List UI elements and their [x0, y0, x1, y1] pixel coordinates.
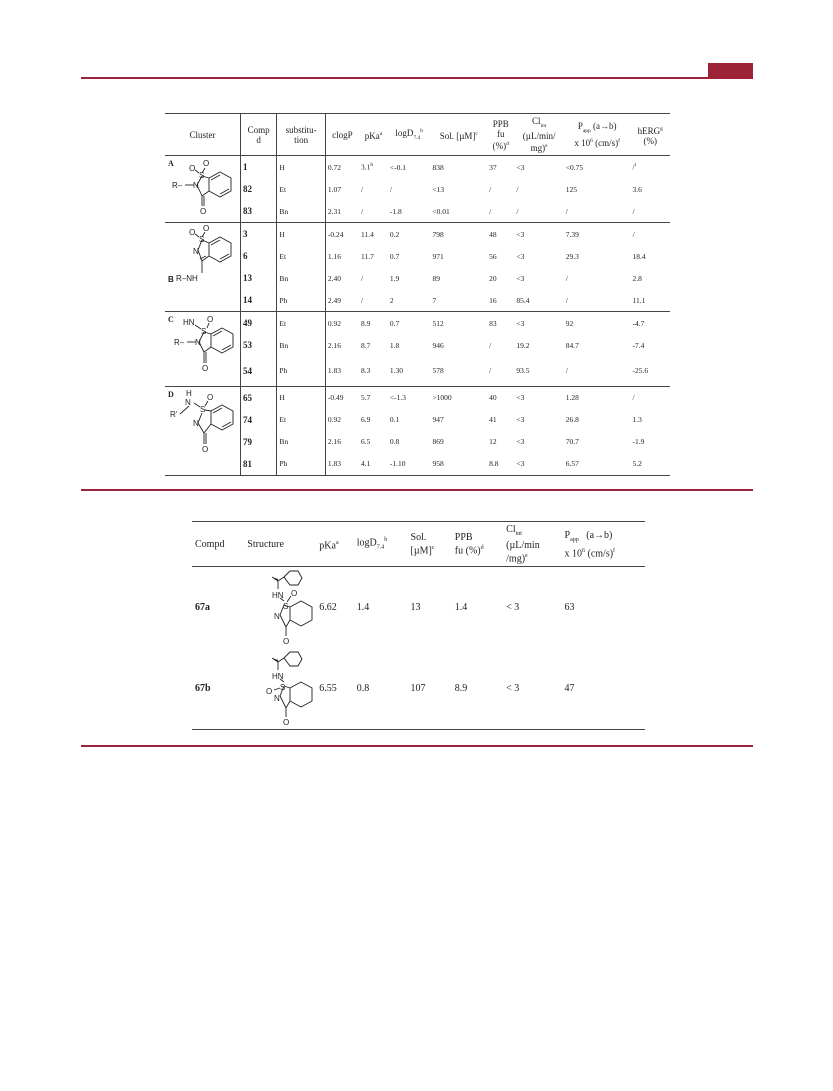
compd-id: 82: [241, 178, 277, 200]
clint: <3: [516, 318, 525, 328]
table1-header-row: [165, 114, 670, 156]
clogp: -0.49: [325, 386, 359, 409]
compd-id: 79: [241, 431, 277, 453]
atom-s: S: [199, 235, 205, 244]
papp: 125: [565, 184, 578, 194]
logd: -1.10: [389, 459, 406, 468]
subst: Ph: [277, 356, 325, 386]
logd: <-1.3: [389, 393, 406, 402]
top-rule: [81, 77, 753, 79]
clint: <3: [516, 393, 525, 402]
subst: H: [277, 386, 325, 409]
ppb: /: [489, 366, 492, 376]
atom-rnh: R–NH: [176, 274, 198, 283]
property-table-enantiomers: [192, 521, 645, 730]
th-clint: $Cl_{int}$ (µL/min /mg)$^e$: [506, 524, 540, 565]
ppb: 20: [489, 273, 497, 283]
table-row: [165, 431, 670, 453]
atom-s: S: [199, 171, 205, 180]
cluster-label: A: [168, 159, 174, 168]
atom-o: O: [202, 364, 209, 373]
pka: 6.5: [361, 437, 371, 446]
ppb: 8.9: [454, 683, 468, 695]
atom-n: N: [195, 338, 201, 347]
th-papp: $P_{app}$ (a→b) x $10^6$ $(cm/s)^f$: [564, 529, 616, 559]
subst: Bn: [277, 200, 325, 223]
compd-id: 53: [241, 334, 277, 356]
compd-id: 67a: [195, 602, 210, 614]
cluster-d-cell: [165, 386, 241, 475]
papp: 26.8: [565, 415, 579, 424]
clint: <3: [516, 459, 525, 468]
atom-n: N: [274, 694, 281, 704]
subst: Bn: [277, 267, 325, 289]
herg: -1.9: [632, 437, 645, 446]
logd: 0.7: [389, 318, 400, 328]
cluster-b-cell: [165, 223, 241, 312]
sol: 869: [432, 437, 444, 446]
th-logd: logD$_{7.4}^b$: [356, 537, 388, 551]
atom-o: O: [189, 164, 196, 173]
pka: 6.62: [319, 602, 337, 614]
papp: 1.28: [565, 393, 579, 402]
atom-n: N: [193, 181, 199, 190]
atom-r: R–: [172, 181, 183, 190]
clogp: 0.72: [325, 156, 359, 179]
cluster-c-structure: [165, 312, 240, 378]
th-ppb: PPB fu (%)$^d$: [454, 532, 484, 557]
clogp: 1.16: [325, 245, 359, 267]
sol: 947: [432, 415, 444, 424]
th-papp: $P_{app}$ (a→b) x $10^6$ $(cm/s)^f$: [574, 121, 620, 148]
clint: 93.5: [516, 366, 530, 376]
ppb: 16: [489, 295, 497, 305]
clint: <3: [516, 251, 525, 261]
ppb: 12: [489, 437, 497, 446]
clogp: 0.92: [325, 312, 359, 335]
atom-o: O: [291, 589, 298, 599]
atom-o: O: [266, 687, 273, 697]
ppb: 48: [489, 229, 497, 239]
clogp: 0.92: [325, 409, 359, 431]
logd: 1.4: [356, 602, 370, 614]
pka: 6.55: [319, 683, 337, 695]
atom-n: N: [193, 418, 199, 428]
herg: /$^i$: [632, 162, 637, 172]
ppb: 56: [489, 251, 497, 261]
cluster-c-group: [165, 312, 670, 387]
logd: -1.8: [389, 206, 402, 216]
table-row: [192, 567, 645, 649]
atom-o: O: [189, 228, 196, 237]
clogp: 1.07: [325, 178, 359, 200]
ppb: 37: [489, 162, 497, 172]
pka: 11.7: [361, 251, 374, 261]
compd-id: 1: [241, 156, 277, 179]
atom-n: N: [193, 247, 199, 256]
subst: Et: [277, 245, 325, 267]
atom-s: S: [200, 404, 206, 414]
compd-id: 49: [241, 312, 277, 335]
th-logd: logD$_{7.4}^b$: [395, 128, 423, 141]
clint: <3: [516, 162, 525, 172]
clint: <3: [516, 437, 525, 446]
th-cluster: Cluster: [189, 129, 216, 140]
atom-n: N: [274, 612, 281, 622]
sol: <0.01: [432, 206, 450, 216]
cluster-c-cell: [165, 312, 241, 387]
papp: 70.7: [565, 437, 579, 446]
herg: 1.3: [632, 415, 642, 424]
herg: 11.1: [632, 295, 646, 305]
cluster-b-structure: [165, 223, 240, 311]
clint: <3: [516, 415, 525, 424]
atom-r-prime: R': [170, 409, 178, 419]
atom-h: H: [186, 388, 192, 398]
ppb: 40: [489, 393, 497, 402]
table-row: [165, 312, 670, 335]
logd: <-0.1: [389, 162, 406, 172]
papp: /: [565, 206, 568, 216]
th-clogp: clogP: [325, 114, 359, 156]
herg: /: [632, 393, 635, 402]
logd: 0.8: [389, 437, 400, 446]
table-row: [165, 178, 670, 200]
ppb: 83: [489, 318, 497, 328]
table-row: [165, 223, 670, 246]
clint: 85.4: [516, 295, 530, 305]
compound-67b-structure: [244, 648, 316, 726]
papp: /: [565, 366, 568, 376]
papp: 6.57: [565, 459, 579, 468]
cluster-b-group: [165, 223, 670, 312]
pka: 8.3: [361, 366, 371, 376]
clint: /: [516, 206, 519, 216]
compd-id: 83: [241, 200, 277, 223]
ppb: 8.8: [489, 459, 499, 468]
pka: /: [361, 273, 364, 283]
sol: 798: [432, 229, 444, 239]
subst: Ph: [277, 453, 325, 476]
atom-s: S: [283, 602, 289, 612]
clint: < 3: [506, 602, 520, 614]
table2-body: [192, 567, 645, 730]
th-clint: $Cl_{int}$ (µL/min/ mg)$^e$: [522, 116, 556, 153]
logd: 1.8: [389, 340, 400, 350]
sol: 971: [432, 251, 444, 261]
atom-o: O: [203, 224, 210, 233]
th-pka: pKa$^a$: [319, 539, 339, 551]
sol: 512: [432, 318, 444, 328]
compd-id: 81: [241, 453, 277, 476]
subst: Bn: [277, 431, 325, 453]
sol: 7: [432, 295, 437, 305]
ppb: 41: [489, 415, 497, 424]
papp: 63: [564, 602, 575, 614]
subst: H: [277, 156, 325, 179]
subst: Et: [277, 312, 325, 335]
logd: 0.8: [356, 683, 370, 695]
cluster-label: D: [168, 389, 174, 399]
cluster-a-cell: [165, 156, 241, 223]
clogp: 2.49: [325, 289, 359, 312]
table-row: [165, 453, 670, 476]
cluster-a-group: [165, 156, 670, 223]
compd-id: 14: [241, 289, 277, 312]
th-compd: Compd: [195, 538, 225, 550]
structure-cell: [244, 567, 316, 649]
th-sol: Sol. $[\mu M]^c$: [439, 130, 478, 141]
pka: 8.9: [361, 318, 371, 328]
papp: 29.3: [565, 251, 579, 261]
pka: 5.7: [361, 393, 371, 402]
herg: 5.2: [632, 459, 642, 468]
herg: -25.6: [632, 366, 649, 376]
herg: /: [632, 229, 635, 239]
logd: 0.2: [389, 229, 400, 239]
cluster-label: B: [168, 275, 174, 284]
subst: Ph: [277, 289, 325, 312]
pka: 11.4: [361, 229, 374, 239]
table-row: [165, 356, 670, 386]
table-row: [165, 245, 670, 267]
atom-o: O: [200, 207, 207, 216]
atom-o: O: [207, 315, 214, 324]
table-row: [192, 648, 645, 730]
ppb: /: [489, 206, 492, 216]
property-table-clusters: [165, 113, 670, 476]
sol: 107: [410, 683, 426, 695]
atom-o: O: [207, 392, 214, 402]
clogp: 2.16: [325, 431, 359, 453]
atom-hn: HN: [272, 591, 284, 601]
clint: <3: [516, 229, 525, 239]
compd-id: 74: [241, 409, 277, 431]
herg: 18.4: [632, 251, 646, 261]
logd: 1.9: [389, 273, 400, 283]
clint: /: [516, 184, 519, 194]
atom-hn: HN: [272, 672, 284, 682]
atom-o: O: [283, 637, 290, 646]
pka: /: [361, 184, 364, 194]
clogp: 2.40: [325, 267, 359, 289]
table-row: [165, 409, 670, 431]
clint: <3: [516, 273, 525, 283]
papp: 47: [564, 683, 575, 695]
logd: 1.30: [389, 366, 403, 376]
clogp: 1.83: [325, 356, 359, 386]
clogp: 2.16: [325, 334, 359, 356]
bottom-rule: [81, 745, 753, 747]
sol: 89: [432, 273, 440, 283]
herg: 2.8: [632, 273, 642, 283]
herg: 3.6: [632, 184, 642, 194]
table-row: [165, 200, 670, 223]
logd: 2: [389, 295, 394, 305]
middle-rule: [81, 489, 753, 491]
clogp: -0.24: [325, 223, 359, 246]
subst: Et: [277, 409, 325, 431]
clint: 19.2: [516, 340, 530, 350]
clint: < 3: [506, 683, 520, 695]
pka: 8.7: [361, 340, 371, 350]
papp: <0.75: [565, 162, 584, 172]
pka: /: [361, 295, 364, 305]
compd-id: 67b: [195, 683, 211, 695]
compound-67a-structure: [244, 567, 316, 645]
cluster-label: C: [168, 315, 174, 324]
header-tab-block: [708, 63, 753, 78]
sol: >1000: [432, 393, 452, 402]
pka: 4.1: [361, 459, 371, 468]
atom-s: S: [201, 327, 207, 336]
th-ppb: PPB fu (%)$^d$: [492, 118, 509, 151]
subst: Bn: [277, 334, 325, 356]
sol: 13: [410, 602, 421, 614]
ppb: /: [489, 184, 492, 194]
pka: 3.1$^h$: [361, 162, 374, 172]
th-sol: Sol. $[\mu M]^c$: [410, 532, 435, 557]
table-row: [165, 267, 670, 289]
clogp: 1.83: [325, 453, 359, 476]
atom-hn: HN: [183, 318, 195, 327]
ppb: 1.4: [454, 602, 468, 614]
compd-id: 13: [241, 267, 277, 289]
compd-id: 54: [241, 356, 277, 386]
structure-cell: [244, 648, 316, 730]
atom-o: O: [202, 444, 209, 454]
th-structure: Structure: [247, 538, 284, 550]
table-row: [165, 386, 670, 409]
sol: 578: [432, 366, 444, 376]
pka: 6.9: [361, 415, 371, 424]
th-herg: hERG$^g$ (%): [637, 125, 663, 146]
compd-id: 65: [241, 386, 277, 409]
atom-o: O: [283, 718, 290, 727]
papp: 7.39: [565, 229, 579, 239]
papp: /: [565, 273, 568, 283]
atom-r: R–: [174, 338, 185, 347]
sol: 958: [432, 459, 444, 468]
clogp: 2.31: [325, 200, 359, 223]
herg: -7.4: [632, 340, 645, 350]
cluster-d-group: [165, 386, 670, 475]
sol: 946: [432, 340, 444, 350]
herg: /: [632, 206, 635, 216]
logd: 0.7: [389, 251, 400, 261]
compd-id: 6: [241, 245, 277, 267]
atom-n: N: [185, 397, 191, 407]
logd: 0.1: [389, 415, 400, 424]
ppb: /: [489, 340, 492, 350]
table-row: [165, 334, 670, 356]
th-pka: pKa$^a$: [364, 130, 383, 141]
table2-header-row: [192, 522, 645, 567]
table-row: [165, 156, 670, 179]
th-substitution: substitu- tion: [277, 114, 325, 156]
sol: 838: [432, 162, 444, 172]
atom-s: S: [280, 683, 286, 693]
compd-id: 3: [241, 223, 277, 246]
papp: 84.7: [565, 340, 579, 350]
papp: 92: [565, 318, 574, 328]
table-row: [165, 289, 670, 312]
atom-o: O: [203, 159, 210, 168]
sol: <13: [432, 184, 445, 194]
subst: H: [277, 223, 325, 246]
pka: /: [361, 206, 364, 216]
papp: /: [565, 295, 568, 305]
cluster-a-structure: [165, 156, 240, 222]
logd: /: [389, 184, 392, 194]
herg: -4.7: [632, 318, 645, 328]
cluster-d-structure: [165, 387, 240, 467]
subst: Et: [277, 178, 325, 200]
th-compd: Comp d: [241, 114, 277, 156]
